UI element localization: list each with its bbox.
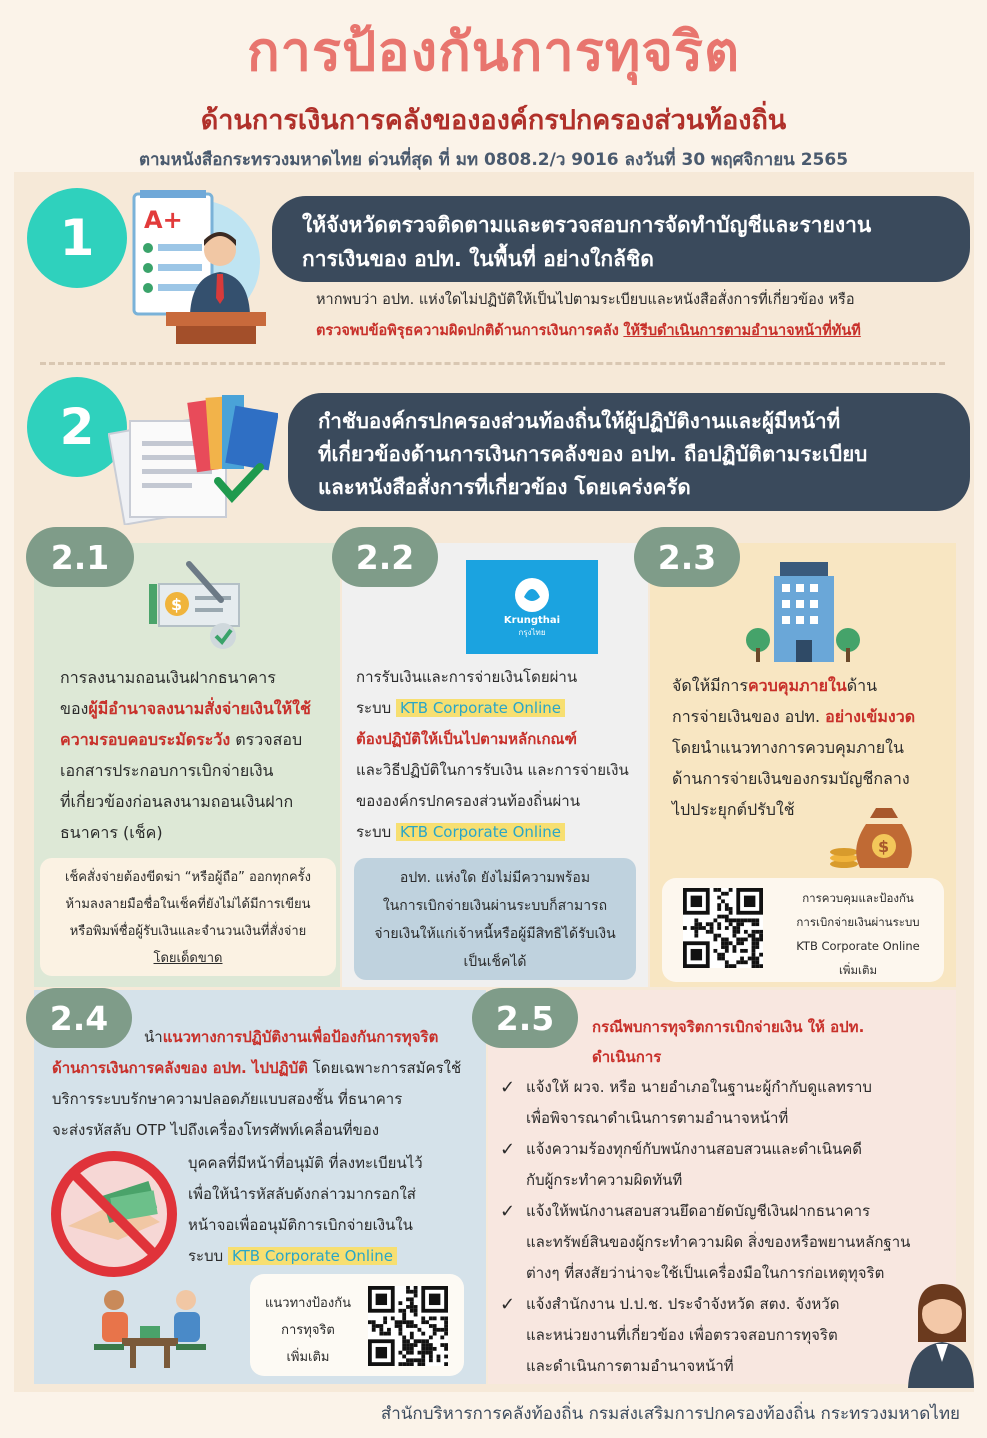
box-2-5-item-line: ต่างๆ ที่สงสัยว่าน่าจะใช้เป็นเครื่องมือในการก่อเหตุทุจริต [526,1264,885,1282]
box-2-3-line4: ด้านการจ่ายเงินของกรมบัญชีกลาง [672,769,910,788]
box-2-1-note [40,858,336,976]
box-2-4-line1-red: แนวทางการปฏิบัติงานเพื่อป้องกันการทุจริต [162,1028,439,1046]
box-2-4-line7: หน้าจอเพื่ออนุมัติการเบิกจ่ายเงินใน [188,1216,413,1234]
box-2-3-line1-suffix: ด้าน [846,676,877,695]
badge-2-2: 2.2 [332,527,438,587]
box-2-5-item-line: กับผู้กระทำความผิดทันที [526,1171,683,1189]
box-2-3-line1 [672,670,952,701]
box-2-1-line6: ธนาคาร (เช็ค) [60,823,163,842]
box-2-2-note-line1: อปท. แห่งใด ยังไม่มีความพร้อม [399,870,591,886]
box-2-5-list [500,1072,960,1382]
svg-text:$: $ [171,595,183,614]
box-2-4-line3: บริการระบบรักษาความปลอดภัยแบบสองชั้น ที่ธนาคาร [52,1090,403,1108]
box-2-3-line2-prefix: การจ่ายเงินของ อปท. [672,707,826,726]
section-1-detail-line2 [316,316,966,347]
qr-code-2-3-image [683,888,763,968]
box-2-4-line5: บุคคลที่มีหน้าที่อนุมัติ ที่ลงทะเบียนไว้ [188,1154,423,1172]
badge-2-1: 2.1 [26,527,134,587]
money-bag-icon [826,798,922,874]
box-2-1-note-line1: เช็คสั่งจ่ายต้องขีดฆ่า “หรือผู้ถือ” ออกทุกครั้ง [65,870,311,885]
box-2-2-line2-prefix: ระบบ [356,699,392,717]
box-2-3-line1-prefix: จัดให้มีการ [672,676,748,695]
officer-avatar [904,1282,976,1388]
section-2-headline [288,393,970,511]
box-2-3-line2 [672,701,952,732]
section-2-headline-line3: และหนังสือสั่งการที่เกี่ยวข้อง โดยเคร่งครัด [318,475,691,499]
section-2-headline-line1: กำชับองค์กรปกครองส่วนท้องถิ่นให้ผู้ปฏิบัติงานและผู้มีหน้าที่ [318,409,841,433]
box-2-4-line1 [52,1022,482,1053]
ktb-highlight-2: KTB Corporate Online [396,823,565,841]
box-2-2-line5: ขององค์กรปกครองส่วนท้องถิ่นผ่าน [356,792,580,810]
svg-text:$: $ [878,837,890,856]
box-2-3-line1-red: ควบคุมภายใน [747,676,847,695]
building-icon [744,556,864,664]
box-2-5-item-line: แจ้งให้พนักงานสอบสวนยึดอายัดบัญชีเงินฝากธนาคาร [526,1202,871,1220]
box-2-1-line3-rest: ตรวจสอบ [230,730,303,749]
box-2-2-line4: และวิธีปฏิบัติในการรับเงิน และการจ่ายเงิน [356,761,629,779]
section-1-headline-line1: ให้จังหวัดตรวจติดตามและตรวจสอบการจัดทำบัญชีและรายงาน [302,213,872,237]
check-icon: ✓ [500,1077,516,1098]
qr-code-2-4[interactable] [368,1286,448,1366]
box-2-3-qr-line1: การควบคุมและป้องกัน [802,891,914,905]
box-2-4-qr-line3: เพิ่มเติม [286,1350,330,1365]
box-2-3-line5: ไปประยุกต์ปรับใช้ [672,800,795,819]
box-2-5-item-text [526,1134,862,1196]
krungthai-logo-text: Krungthai [503,615,561,626]
box-2-2-line2 [356,693,646,724]
box-2-5-item-text [526,1072,872,1134]
krungthai-logo [466,560,598,654]
box-2-5-item-line: เพื่อพิจารณาดำเนินการตามอำนาจหน้าที่ [526,1109,789,1127]
teacher-grading-icon [120,188,270,348]
box-2-4-line2 [52,1053,482,1084]
section-1-number: 1 [27,188,127,288]
box-2-1-note-line4: โดยเด็ดขาด [153,951,223,966]
box-2-5-item-line: แจ้งให้ ผวจ. หรือ นายอำเภอในฐานะผู้กำกับดูแลทราบ [526,1078,872,1096]
section-1-detail [316,285,966,347]
documents-folders-icon [108,385,278,525]
box-2-3-line2-red: อย่างเข้มงวด [825,707,916,726]
box-2-4-line2-red: ด้านการเงินการคลังของ อปท. ไปปฏิบัติ [52,1059,308,1077]
box-2-2-note-line2: ในการเบิกจ่ายเงินผ่านระบบก็สามารถ [382,898,608,914]
box-2-3-qr-line2: การเบิกจ่ายเงินผ่านระบบ [796,915,920,929]
box-2-4-line2-rest: โดยเฉพาะการสมัครใช้ [307,1059,462,1077]
krungthai-logo-subtext: กรุงไทย [518,628,546,637]
box-2-1-line3-red: ความรอบคอบระมัดระวัง [60,730,231,749]
section-1-headline [272,196,970,282]
box-2-1-line2-prefix: ของ [60,699,89,718]
box-2-1-line2-red: ผู้มีอำนาจลงนามสั่งจ่ายเงินให้ใช้ [88,699,311,718]
qr-code-2-4-image [368,1286,448,1366]
box-2-5-item-line: แจ้งความร้องทุกข์กับพนักงานสอบสวนและดำเนินคดี [526,1140,862,1158]
section-1-headline-line2: การเงินของ อปท. ในพื้นที่ อย่างใกล้ชิด [302,247,654,271]
no-bribery-icon [48,1148,180,1280]
box-2-3-qr-caption [770,886,946,982]
box-2-2-text [356,662,646,848]
ktb-highlight-1: KTB Corporate Online [396,699,565,717]
badge-2-3: 2.3 [634,527,740,587]
badge-2-5: 2.5 [472,988,578,1048]
box-2-5-item [500,1072,960,1134]
box-2-2-line1: การรับเงินและการจ่ายเงินโดยผ่าน [356,668,578,686]
box-2-5-heading-line1: กรณีพบการทุจริตการเบิกจ่ายเงิน ให้ อปท. [592,1018,865,1036]
footer-credit: สำนักบริหารการคลังท้องถิ่น กรมส่งเสริมการปกครองท้องถิ่น กระทรวงมหาดไทย [380,1404,960,1424]
box-2-4-text [52,1022,482,1146]
box-2-4-line8-prefix: ระบบ [188,1247,224,1265]
cheque-pen-icon [145,560,245,650]
box-2-1-note-line3: หรือพิมพ์ชื่อผู้รับเงินและจำนวนเงินที่สั่งจ่าย [69,924,307,939]
business-deal-icon [88,1286,212,1370]
box-2-2-note-line3: จ่ายเงินให้แก่เจ้าหนี้หรือผู้มีสิทธิได้รับเงิน [374,926,616,942]
box-2-2-line6-prefix: ระบบ [356,823,392,841]
box-2-2-line6 [356,817,646,848]
check-icon: ✓ [500,1294,516,1315]
section-2-headline-line2: ที่เกี่ยวข้องด้านการเงินการคลังของ อปท. ถือปฏิบัติตามระเบียบ [318,442,868,466]
reference-line: ตามหนังสือกระทรวงมหาดไทย ด่วนที่สุด ที่ มท 0808.2/ว 9016 ลงวันที่ 30 พฤศจิกายน 2565 [138,150,849,170]
check-icon: ✓ [500,1139,516,1160]
box-2-1-line1: การลงนามถอนเงินฝากธนาคาร [60,668,276,687]
box-2-4-line8 [188,1241,484,1272]
box-2-2-line3: ต้องปฏิบัติให้เป็นไปตามหลักเกณฑ์ [356,730,577,748]
qr-code-2-3[interactable] [683,888,763,968]
box-2-1-line3 [60,724,336,755]
badge-2-4: 2.4 [26,988,132,1048]
box-2-5-item [500,1289,960,1382]
svg-text:A+: A+ [144,206,183,234]
box-2-2-note [354,858,636,980]
page-subtitle: ด้านการเงินการคลังขององค์กรปกครองส่วนท้องถิ่น [200,105,787,136]
box-2-3-qr-line3: KTB Corporate Online [796,939,920,953]
section-divider [40,362,945,365]
box-2-5-item-line: และดำเนินการตามอำนาจหน้าที่ [526,1357,734,1375]
box-2-4-qr-line1: แนวทางป้องกัน [265,1296,351,1311]
box-2-3-qr-line4: เพิ่มเติม [838,963,878,977]
section-1-detail-red: ตรวจพบข้อพิรุธความผิดปกติด้านการเงินการคลัง [316,323,619,339]
check-icon: ✓ [500,1201,516,1222]
box-2-4-qr-line2: การทุจริต [281,1323,335,1338]
box-2-1-text [60,662,336,848]
box-2-3-line3: โดยนำแนวทางการควบคุมภายใน [672,738,904,757]
box-2-1-note-line2: ห้ามลงลายมือชื่อในเช็คที่ยังไม่ได้มีการเขียน [65,897,311,912]
krungthai-bird-icon [512,575,552,615]
box-2-5-item-text [526,1196,910,1289]
box-2-5-item-line: แจ้งสำนักงาน ป.ป.ช. ประจำจังหวัด สตง. จังหวัด [526,1295,840,1313]
box-2-4-qr-caption [254,1290,362,1371]
box-2-5-heading-line2: ดำเนินการ [592,1048,662,1066]
box-2-5-heading [592,1012,952,1072]
box-2-5-item-line: และหน่วยงานที่เกี่ยวข้อง เพื่อตรวจสอบการทุจริต [526,1326,838,1344]
box-2-4-text-2 [188,1148,484,1272]
box-2-4-line1-prefix: นำ [144,1028,163,1046]
box-2-5-item-line: และทรัพย์สินของผู้กระทำความผิด สิ่งของหรือพยานหลักฐาน [526,1233,911,1251]
box-2-5-item-text [526,1289,839,1382]
box-2-1-line2 [60,693,336,724]
section-1-detail-action: ให้รีบดำเนินการตามอำนาจหน้าที่ทันที [623,323,861,339]
section-2-number: 2 [27,377,127,477]
ktb-highlight-3: KTB Corporate Online [228,1247,397,1265]
box-2-4-line6: เพื่อให้นำรหัสลับดังกล่าวมากรอกใส่ [188,1185,416,1203]
box-2-4-line4: จะส่งรหัสลับ OTP ไปถึงเครื่องโทรศัพท์เคลื่อนที่ของ [52,1121,380,1139]
section-1-detail-line1: หากพบว่า อปท. แห่งใดไม่ปฏิบัติให้เป็นไปตามระเบียบและหนังสือสั่งการที่เกี่ยวข้อง หรือ [316,292,855,308]
box-2-2-note-line4: เป็นเช็คได้ [463,954,527,970]
box-2-5-item [500,1134,960,1196]
box-2-1-line4: เอกสารประกอบการเบิกจ่ายเงิน [60,761,274,780]
page-title: การป้องกันการทุจริต [246,20,741,83]
box-2-5-item [500,1196,960,1289]
box-2-1-line5: ที่เกี่ยวข้องก่อนลงนามถอนเงินฝาก [60,792,294,811]
